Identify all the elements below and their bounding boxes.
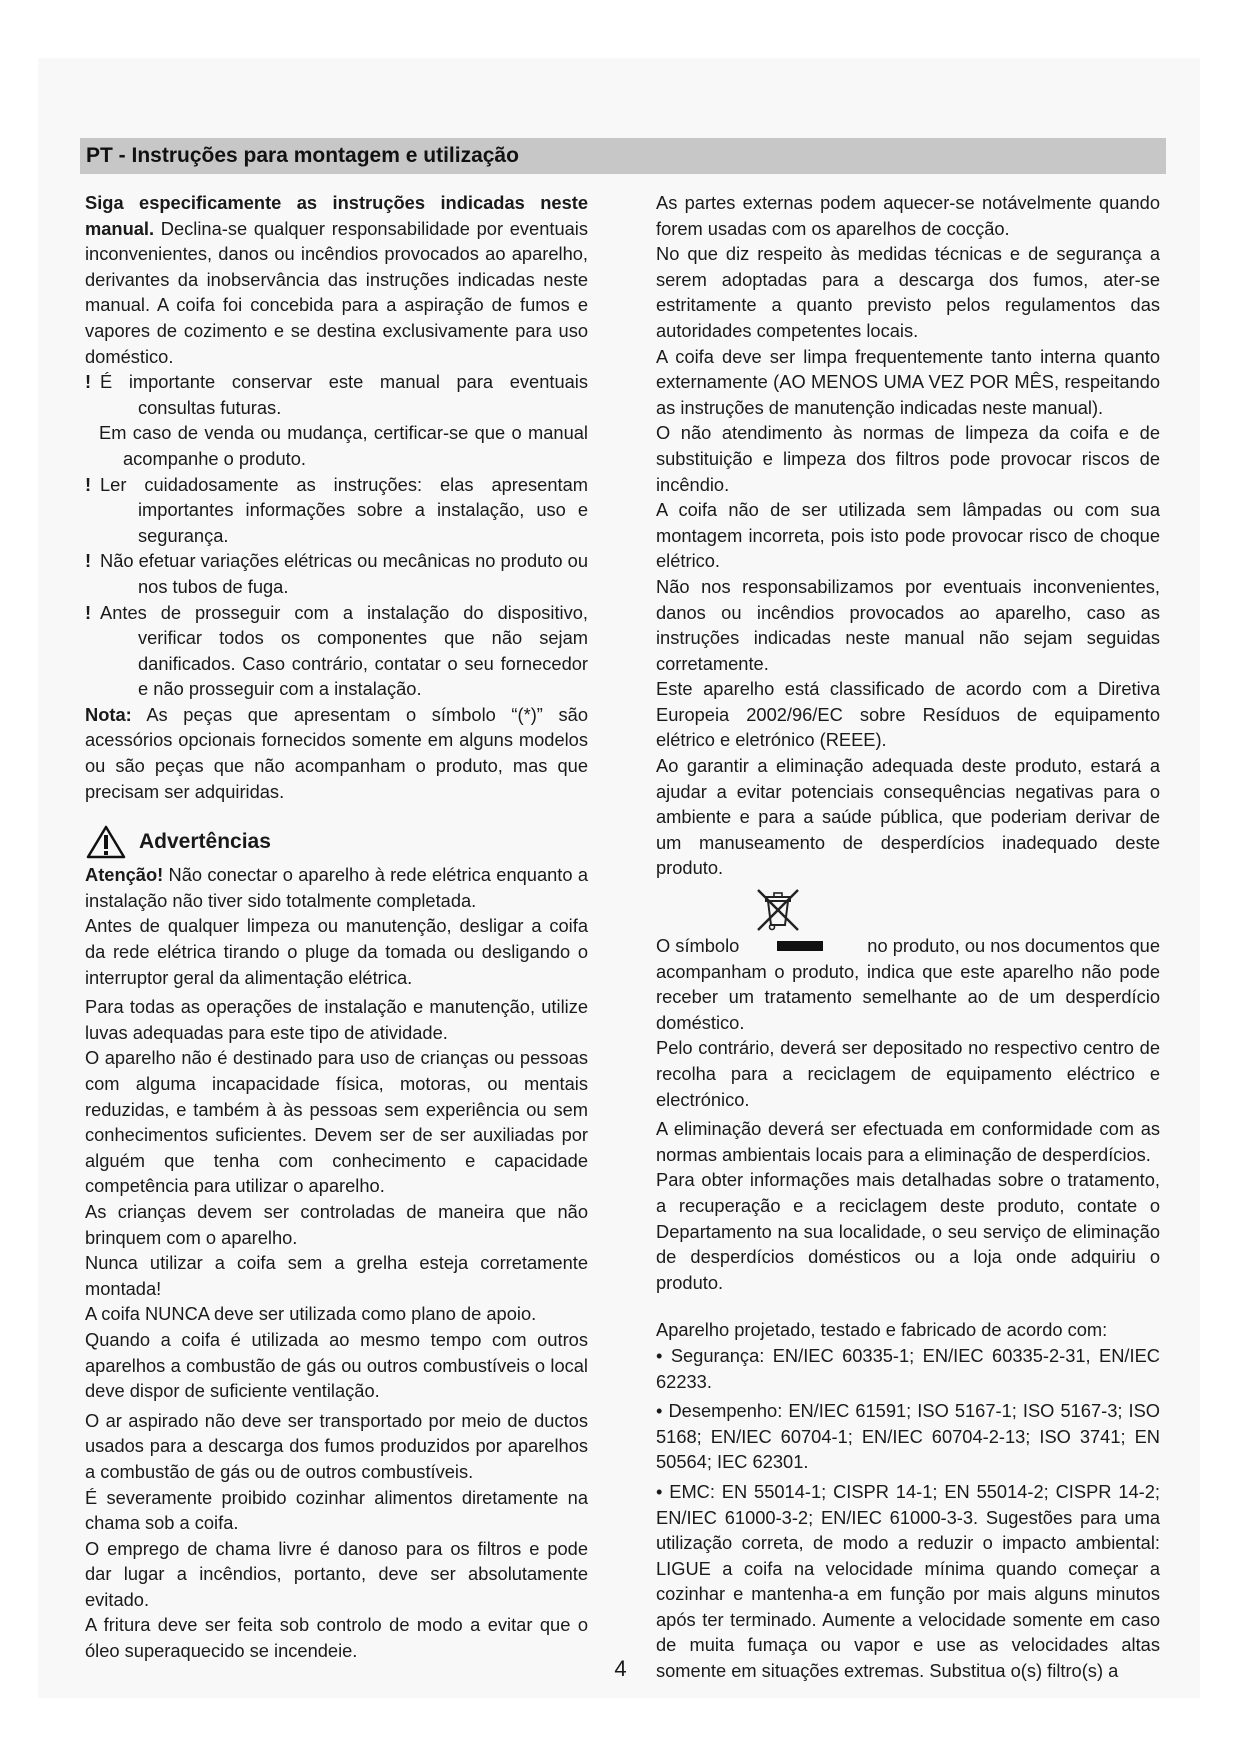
info-paragraph: No que diz respeito às medidas técnicas e de segurança a serem adoptadas para a descarga dos fumos, ater-se estritamente a quanto previsto pelos regulamentos das autoridades competentes locais. [656,243,1160,341]
info-paragraph: A coifa não de ser utilizada sem lâmpadas ou com sua montagem incorreta, pois isto pode provocar risco de choque elétrico. [656,499,1160,572]
note-paragraph [85,702,588,804]
exclamation-marker: ! [85,550,92,572]
page-number: 4 [614,1656,627,1681]
intro-bold: Siga especificamente as instruções indicadas neste manual. [85,192,588,239]
info-paragraph: Ao garantir a eliminação adequada deste produto, estará a ajudar a evitar potenciais consequências negativas para o ambiente e para a saúde pública, que poderiam derivar de um manuseamento de desperdícios inadequado deste produto. [656,755,1160,879]
warning-paragraph: É severamente proibido cozinhar alimentos diretamente na chama sob a coifa. [85,1486,588,1534]
standards-item: • EMC: EN 55014-1; CISPR 14-1; EN 55014-2; CISPR 14-2; EN/IEC 61000-3-2; EN/IEC 61000-3-3. Sugestões para uma utilização correta, de modo a reduzir o impacto ambiental: LIGUE a coifa na velocidade mínima quando começar a cozinhar e mantenha-a em função por mais alguns minutos após ter terminado. Aumente a velocidade somente em caso de muita fumaça ou vapor e use as velocidades altas somente em situações extremas. Substitua o(s) filtro(s) a [656,1480,1160,1682]
warning-paragraph: A coifa NUNCA deve ser utilizada como plano de apoio. [85,1303,537,1325]
warning-paragraph: O ar aspirado não deve ser transportado por meio de ductos usados para a descarga dos fumos produzidos por aparelhos a combustão de gás ou de outros combustíveis. [85,1409,588,1482]
warning-paragraph: O emprego de chama livre é danoso para os filtros e pode dar lugar a incêndios, portanto, deve ser absolutamente evitado. [85,1537,588,1610]
intro-text: Declina-se qualquer responsabilidade por eventuais inconvenientes, danos ou incêndios provocados ao aparelho, derivantes da inobservância das instruções indicadas neste manual. A coifa foi concebida para a aspiração de fumos e vapores de cozimento e se destina exclusivamente para uso doméstico. [85,217,588,367]
note-label: Nota: [85,703,132,725]
warning-triangle-icon [85,824,127,860]
bullet-2 [85,472,588,549]
info-paragraph: Para obter informações mais detalhadas sobre o tratamento, a recuperação e a reciclagem deste produto, contate o Departamento na sua localidade, o seu serviço de eliminação de desperdícios domésticos ou a loja onde adquiriu o produto. [656,1169,1160,1293]
right-column [656,190,1160,1684]
exclamation-marker: ! [85,473,92,495]
info-paragraph: O não atendimento às normas de limpeza da coifa e de substituição e limpeza dos filtros pode provocar riscos de incêndio. [656,422,1160,495]
info-paragraph: acompanham o produto, indica que este aparelho não pode receber um tratamento semelhante ao de um desperdício doméstico. [656,960,1160,1033]
bullet-1-continuation: Em caso de venda ou mudança, certificar-se que o manual acompanhe o produto. [99,422,588,469]
info-paragraph: Não nos responsabilizamos por eventuais inconvenientes, danos ou incêndios provocados ao aparelho, caso as instruções indicadas neste manual não sejam seguidas corretamente. [656,575,1160,674]
attention-paragraph [85,862,588,913]
attention-text: Não conectar o aparelho à rede elétrica enquanto a instalação não tiver sido totalmente completada. [85,864,588,911]
bullet-1 [85,369,588,420]
exclamation-marker: ! [85,601,92,623]
attention-label: Atenção! [85,864,164,886]
weee-symbol-area [656,881,1160,933]
bullet-4 [85,600,588,702]
bullet-1-text: É importante conservar este manual para eventuais consultas futuras. [100,371,588,418]
info-paragraph: A coifa deve ser limpa frequentemente tanto interna quanto externamente (AO MENOS UMA VEZ POR MÊS, respeitando as instruções de manutenção indicadas neste manual). [656,345,1160,418]
info-paragraph: Este aparelho está classificado de acordo com a Diretiva Europeia 2002/96/EC sobre Resíduos de equipamento elétrico e eletrónico (REEE). [656,678,1160,751]
symbol-line [656,933,1160,959]
warning-paragraph: Para todas as operações de instalação e manutenção, utilize luvas adequadas para este tipo de atividade. [85,996,588,1043]
section-header: PT - Instruções para montagem e utilização [80,138,1166,174]
warning-paragraph: Quando a coifa é utilizada ao mesmo tempo com outros aparelhos a combustão de gás ou outros combustíveis o local deve dispor de suficiente ventilação. [85,1328,588,1402]
standards-item: • Segurança: EN/IEC 60335-1; EN/IEC 60335-2-31, EN/IEC 62233. [656,1344,1160,1392]
info-paragraph: As partes externas podem aquecer-se notávelmente quando forem usadas com os aparelhos de cocção. [656,192,1160,239]
spacer [656,1295,1160,1317]
info-paragraph: Pelo contrário, deverá ser depositado no respectivo centro de recolha para a reciclagem de equipamento eléctrico e electrónico. [656,1037,1160,1110]
warning-paragraph: As crianças devem ser controladas de maneira que não brinquem com o aparelho. [85,1200,588,1248]
intro-paragraph [85,190,588,369]
left-column [85,190,588,1664]
standards-item: • Desempenho: EN/IEC 61591; ISO 5167-1; ISO 5167-3; ISO 5168; EN/IEC 60704-1; EN/IEC 60704-2-13; ISO 3741; EN 50564; IEC 62301. [656,1400,1160,1473]
bullet-3 [85,548,588,599]
crossed-bin-icon [753,887,803,933]
symbol-text-b: no produto, ou nos documentos que [867,935,1160,957]
warnings-title: Advertências [139,830,271,854]
info-paragraph: A eliminação deverá ser efectuada em conformidade com as normas ambientais locais para a eliminação de desperdícios. [656,1118,1160,1165]
warning-paragraph: O aparelho não é destinado para uso de crianças ou pessoas com alguma incapacidade física, motoras, ou mentais reduzidas, e também à às pessoas sem experiência ou sem conhecimentos suficientes. Devem ser de ser auxiliadas por alguém que tenha com conhecimento e capacidade competência para utilizar o aparelho. [85,1047,588,1197]
exclamation-marker: ! [85,371,92,393]
black-bar-icon [777,941,823,951]
bullet-3-text: Não efetuar variações elétricas ou mecânicas no produto ou nos tubos de fuga. [100,550,588,597]
symbol-text-a: O símbolo [656,935,740,957]
warning-paragraph: Antes de qualquer limpeza ou manutenção, desligar a coifa da rede elétrica tirando o pluge da tomada ou desligando o interruptor geral da alimentação elétrica. [85,915,588,988]
standards-intro: Aparelho projetado, testado e fabricado de acordo com: [656,1319,1108,1341]
warning-paragraph: A fritura deve ser feita sob controlo de modo a evitar que o óleo superaquecido se incendeie. [85,1614,588,1662]
note-text: As peças que apresentam o símbolo “(*)” são acessórios opcionais fornecidos somente em alguns modelos ou são peças que não acompanham o produto, mas que precisam ser adquiridas. [85,703,588,802]
warnings-heading [85,824,588,860]
warning-paragraph: Nunca utilizar a coifa sem a grelha esteja corretamente montada! [85,1252,588,1299]
bullet-4-text: Antes de prosseguir com a instalação do dispositivo, verificar todos os componentes que não sejam danificados. Caso contrário, contatar o seu fornecedor e não prosseguir com a instalação. [100,601,588,700]
bullet-2-text: Ler cuidadosamente as instruções: elas apresentam importantes informações sobre a instalação, uso e segurança. [100,473,588,546]
